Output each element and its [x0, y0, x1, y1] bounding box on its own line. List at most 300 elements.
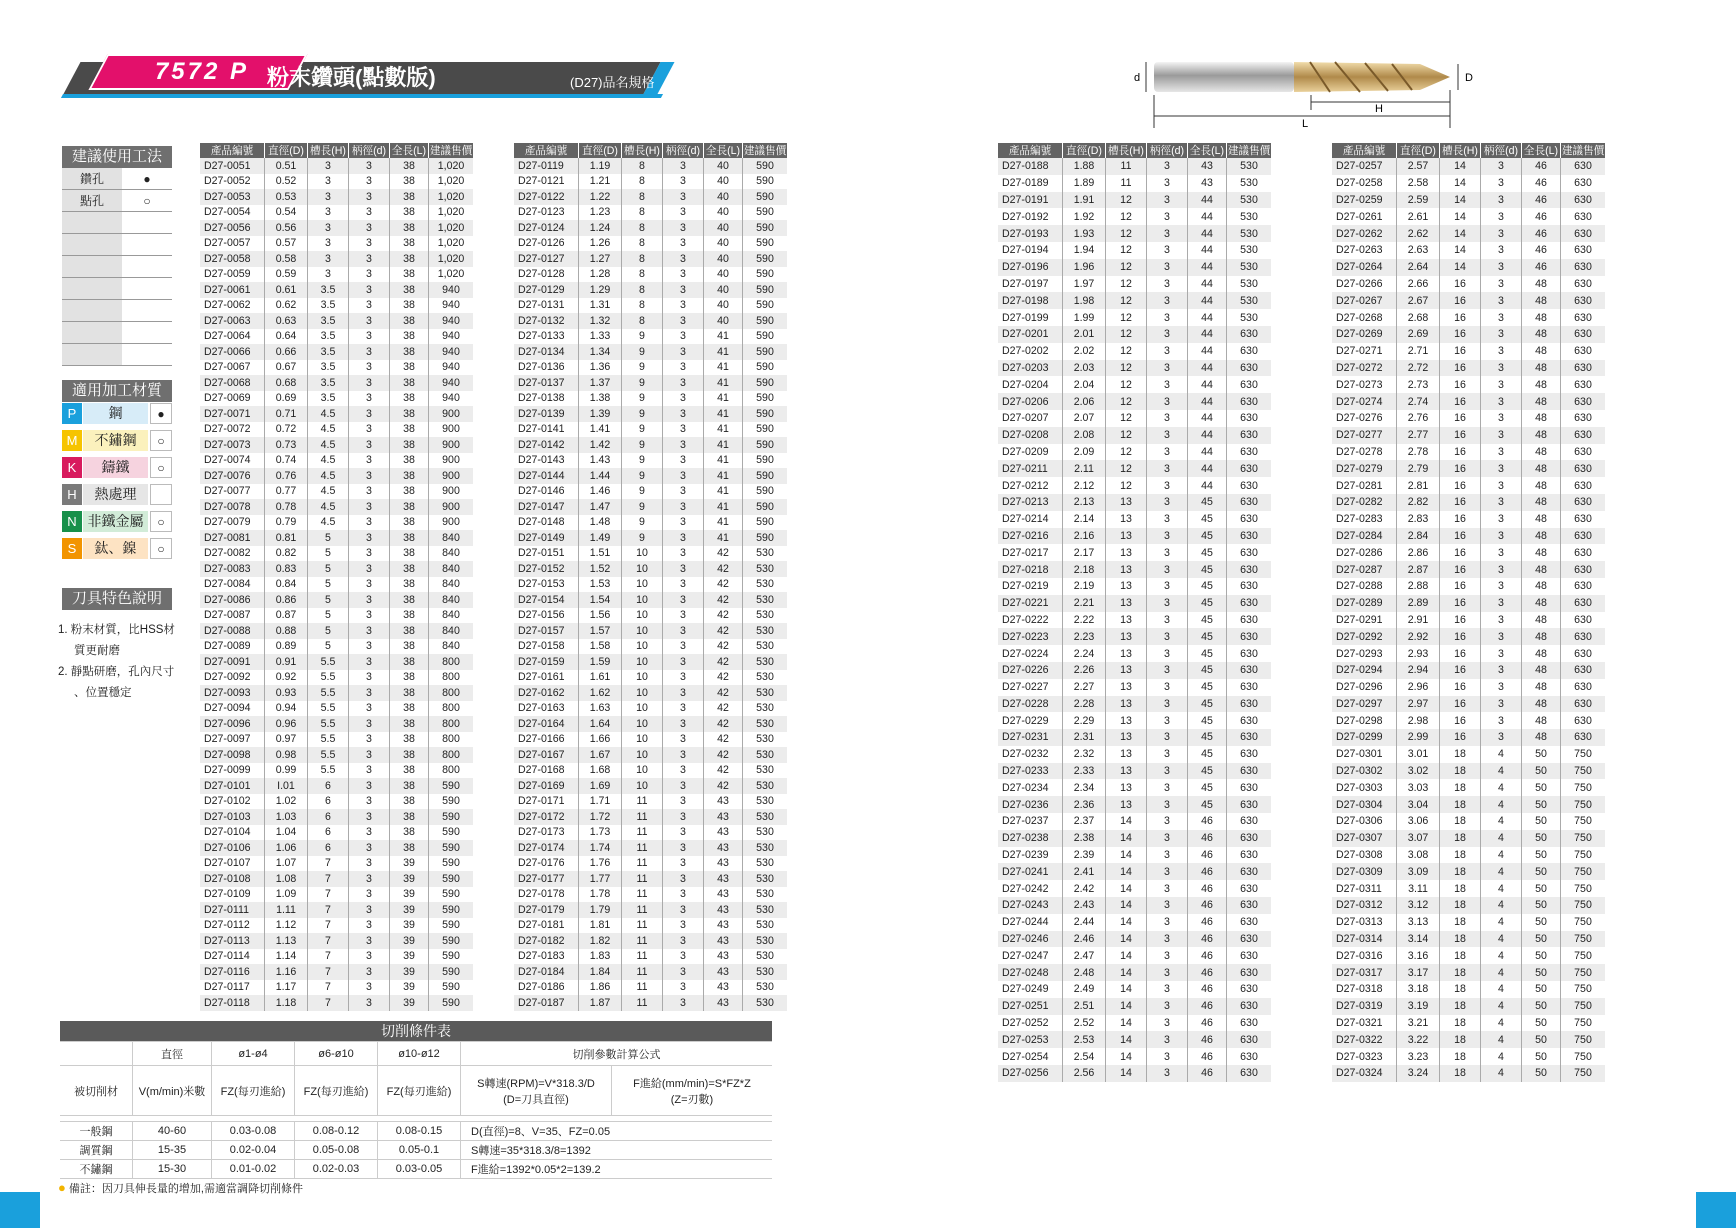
- table-cell: 4: [1481, 779, 1522, 796]
- table-cell: 800: [442, 733, 460, 746]
- table-cell: 530: [756, 702, 774, 715]
- table-cell: 0.73: [265, 437, 308, 453]
- table-cell: 3: [1147, 578, 1188, 595]
- table-cell: 42: [704, 577, 743, 593]
- table-cell: 630: [1561, 259, 1606, 276]
- table-cell: 4: [1481, 964, 1522, 981]
- table-cell: 3: [1481, 628, 1522, 645]
- table-cell: 3: [663, 236, 704, 252]
- table-cell: 38: [390, 701, 429, 717]
- table-cell: 530: [756, 733, 774, 746]
- table-cell: 16: [1440, 460, 1481, 477]
- table-cell: 50: [1522, 813, 1561, 830]
- table-cell: 630: [1240, 345, 1258, 358]
- table-cell: 0.52: [265, 174, 308, 190]
- table-cell: 900: [429, 406, 474, 422]
- cut-cell: 不鏽鋼: [60, 1160, 133, 1179]
- table-cell: 630: [1227, 931, 1272, 948]
- table-cell: 3: [349, 530, 390, 546]
- table-cell: 42: [704, 716, 743, 732]
- table-cell: 3: [349, 391, 390, 407]
- table-cell: 41: [704, 329, 743, 345]
- table-cell: 2.09: [1063, 444, 1106, 461]
- table-cell: 3: [1481, 410, 1522, 427]
- table-cell: 1.41: [579, 422, 622, 438]
- diagram-label-H: H: [1375, 103, 1383, 115]
- table-cell: D27-0164: [514, 716, 579, 732]
- table-cell: D27-0102: [200, 794, 265, 810]
- table-cell: D27-0203: [998, 360, 1063, 377]
- table-cell: 44: [1188, 242, 1227, 259]
- table-cell: 3: [349, 515, 390, 531]
- table-cell: 3: [1147, 528, 1188, 545]
- material-item: [62, 457, 172, 478]
- table-row: [998, 477, 1271, 494]
- table-cell: 2.94: [1397, 662, 1440, 679]
- table-cell: 50: [1522, 880, 1561, 897]
- table-cell: 3: [349, 980, 390, 996]
- table-cell: 8: [622, 267, 663, 283]
- table-cell: 16: [1440, 410, 1481, 427]
- table-cell: 3: [1147, 477, 1188, 494]
- table-cell: 48: [1522, 612, 1561, 629]
- table-cell: 3: [1147, 1031, 1188, 1048]
- table-cell: 530: [756, 609, 774, 622]
- table-cell: 590: [442, 857, 460, 870]
- table-cell: 3: [663, 825, 704, 841]
- table-cell: 3: [308, 174, 349, 190]
- table-cell: 2.49: [1063, 981, 1106, 998]
- material-mark: ○: [150, 538, 172, 559]
- table-row: [1332, 729, 1605, 746]
- table-cell: 2.78: [1397, 444, 1440, 461]
- table-cell: 630: [1561, 192, 1606, 209]
- table-cell: 5: [308, 546, 349, 562]
- table-cell: D27-0158: [514, 639, 579, 655]
- table-cell: 7: [308, 964, 349, 980]
- table-cell: 13: [1106, 561, 1147, 578]
- table-row: [514, 484, 787, 500]
- table-cell: D27-0271: [1332, 343, 1397, 360]
- cut-cell: 0.03-0.05: [378, 1160, 461, 1179]
- table-cell: 2.03: [1063, 360, 1106, 377]
- table-cell: 12: [1106, 259, 1147, 276]
- table-cell: D27-0299: [1332, 729, 1397, 746]
- table-row: [200, 484, 473, 500]
- table-cell: 10: [622, 747, 663, 763]
- table-cell: 43: [704, 825, 743, 841]
- table-cell: 3: [349, 422, 390, 438]
- table-row: [998, 1048, 1271, 1065]
- table-cell: 18: [1440, 1048, 1481, 1065]
- table-cell: 48: [1522, 393, 1561, 410]
- table-cell: 2.21: [1063, 595, 1106, 612]
- table-cell: 630: [1561, 494, 1606, 511]
- table-cell: 0.58: [265, 251, 308, 267]
- table-cell: 41: [704, 515, 743, 531]
- table-row: [998, 981, 1271, 998]
- table-cell: 46: [1188, 998, 1227, 1015]
- column-header: 槽長(H): [308, 143, 349, 158]
- table-cell: D27-0134: [514, 344, 579, 360]
- table-cell: 2.02: [1063, 343, 1106, 360]
- table-cell: 14: [1106, 1065, 1147, 1082]
- table-cell: 530: [743, 809, 788, 825]
- table-cell: D27-0189: [998, 175, 1063, 192]
- table-cell: 38: [390, 298, 429, 314]
- table-cell: D27-0051: [200, 158, 265, 174]
- table-cell: 16: [1440, 292, 1481, 309]
- table-cell: 590: [743, 437, 788, 453]
- table-cell: D27-0143: [514, 453, 579, 469]
- table-cell: 3.21: [1397, 1015, 1440, 1032]
- table-row: [514, 236, 787, 252]
- table-row: [1332, 259, 1605, 276]
- table-cell: 3: [663, 561, 704, 577]
- table-cell: 3: [1147, 158, 1188, 175]
- table-cell: 14: [1440, 242, 1481, 259]
- table-row: [200, 220, 473, 236]
- table-cell: 630: [1574, 546, 1592, 559]
- table-header-row: [200, 143, 473, 158]
- table-row: [998, 326, 1271, 343]
- table-cell: 38: [390, 189, 429, 205]
- table-row: [200, 561, 473, 577]
- table-cell: 750: [1574, 1050, 1592, 1063]
- table-cell: 5: [308, 623, 349, 639]
- table-cell: 42: [704, 561, 743, 577]
- table-cell: D27-0081: [200, 530, 265, 546]
- table-row: [1332, 326, 1605, 343]
- usage-mark: [122, 234, 172, 256]
- table-cell: 11: [622, 825, 663, 841]
- table-cell: D27-0074: [200, 453, 265, 469]
- table-cell: 3.11: [1397, 880, 1440, 897]
- table-cell: 42: [704, 546, 743, 562]
- table-cell: 630: [1240, 714, 1258, 727]
- table-cell: 45: [1188, 528, 1227, 545]
- table-cell: 39: [390, 918, 429, 934]
- table-cell: 12: [1106, 343, 1147, 360]
- table-cell: D27-0212: [998, 477, 1063, 494]
- table-cell: 2.69: [1397, 326, 1440, 343]
- table-cell: D27-0269: [1332, 326, 1397, 343]
- table-cell: 3: [663, 623, 704, 639]
- table-cell: 750: [1574, 916, 1592, 929]
- table-cell: 3: [1147, 460, 1188, 477]
- page-corner-left: [0, 1192, 40, 1228]
- table-cell: 3: [349, 871, 390, 887]
- table-cell: 9: [622, 437, 663, 453]
- table-cell: 530: [743, 840, 788, 856]
- table-cell: 3: [1481, 242, 1522, 259]
- table-cell: 44: [1188, 477, 1227, 494]
- usage-row: [62, 322, 172, 344]
- table-cell: 46: [1188, 880, 1227, 897]
- table-cell: 630: [1240, 513, 1258, 526]
- table-row: [200, 282, 473, 298]
- table-cell: D27-0138: [514, 391, 579, 407]
- table-cell: D27-0093: [200, 685, 265, 701]
- table-cell: 630: [1227, 595, 1272, 612]
- column-header: 產品編號: [514, 143, 579, 158]
- table-row: [1332, 679, 1605, 696]
- table-cell: 630: [1240, 479, 1258, 492]
- table-cell: 1.96: [1063, 259, 1106, 276]
- table-cell: 530: [1227, 259, 1272, 276]
- table-cell: 42: [704, 778, 743, 794]
- table-cell: D27-0124: [514, 220, 579, 236]
- table-cell: 4: [1481, 746, 1522, 763]
- table-cell: 3.03: [1397, 779, 1440, 796]
- table-cell: D27-0277: [1332, 427, 1397, 444]
- table-cell: D27-0321: [1332, 1015, 1397, 1032]
- cut-cell: 0.01-0.02: [212, 1160, 295, 1179]
- table-cell: 8: [622, 158, 663, 174]
- table-cell: 38: [390, 778, 429, 794]
- table-cell: 3: [663, 484, 704, 500]
- table-cell: 3: [663, 701, 704, 717]
- table-row: [998, 897, 1271, 914]
- table-row: [514, 375, 787, 391]
- table-row: [514, 716, 787, 732]
- table-cell: 2.16: [1063, 528, 1106, 545]
- table-cell: 2.73: [1397, 376, 1440, 393]
- table-cell: D27-0147: [514, 499, 579, 515]
- table-cell: D27-0208: [998, 427, 1063, 444]
- table-cell: 590: [743, 189, 788, 205]
- table-cell: 1.67: [579, 747, 622, 763]
- table-cell: 48: [1522, 326, 1561, 343]
- table-cell: 940: [442, 330, 460, 343]
- table-cell: 1.62: [579, 685, 622, 701]
- feature-line: 1. 粉末材質，比HSS材: [58, 624, 175, 636]
- table-cell: 3: [663, 360, 704, 376]
- table-cell: 590: [743, 406, 788, 422]
- table-cell: 5: [308, 639, 349, 655]
- table-cell: 630: [1227, 393, 1272, 410]
- cut-cell: 0.03-0.08: [212, 1122, 295, 1141]
- table-cell: 0.68: [265, 375, 308, 391]
- cut-example: S轉速=35*318.3/8=1392: [461, 1141, 773, 1160]
- table-cell: D27-0088: [200, 623, 265, 639]
- column-header: 建議售價: [1227, 145, 1271, 157]
- table-row: [200, 468, 473, 484]
- table-cell: 41: [704, 344, 743, 360]
- table-cell: 46: [1188, 947, 1227, 964]
- table-cell: 3: [663, 608, 704, 624]
- table-cell: 48: [1522, 729, 1561, 746]
- table-cell: 630: [1561, 729, 1606, 746]
- usage-row: [62, 212, 172, 234]
- table-cell: 3: [349, 639, 390, 655]
- column-header: 建議售價: [1561, 145, 1605, 157]
- table-cell: 0.54: [265, 205, 308, 221]
- cut-h1: ø6-ø10: [295, 1042, 378, 1066]
- table-row: [1332, 612, 1605, 629]
- table-cell: 40: [704, 205, 743, 221]
- table-cell: D27-0064: [200, 329, 265, 345]
- table-cell: 8: [622, 313, 663, 329]
- table-cell: 3: [663, 499, 704, 515]
- table-cell: 12: [1106, 410, 1147, 427]
- table-cell: D27-0126: [514, 236, 579, 252]
- table-cell: 3: [349, 825, 390, 841]
- table-cell: 14: [1106, 847, 1147, 864]
- table-cell: 630: [1574, 479, 1592, 492]
- table-cell: 590: [743, 530, 788, 546]
- table-cell: 48: [1522, 343, 1561, 360]
- table-cell: 3: [1481, 175, 1522, 192]
- table-cell: 12: [1106, 192, 1147, 209]
- cut-cell: 15-30: [133, 1160, 212, 1179]
- table-cell: 48: [1522, 477, 1561, 494]
- table-row: [998, 947, 1271, 964]
- table-cell: 0.94: [265, 701, 308, 717]
- table-cell: 3: [349, 236, 390, 252]
- table-cell: 50: [1522, 796, 1561, 813]
- table-cell: 630: [1240, 378, 1258, 391]
- table-row: [1332, 360, 1605, 377]
- table-cell: D27-0172: [514, 809, 579, 825]
- table-cell: D27-0059: [200, 267, 265, 283]
- table-row: [1332, 225, 1605, 242]
- table-cell: 590: [429, 778, 474, 794]
- table-cell: 50: [1522, 1015, 1561, 1032]
- table-cell: 38: [390, 158, 429, 174]
- table-cell: 3: [1481, 696, 1522, 713]
- table-row: [514, 530, 787, 546]
- table-cell: 41: [704, 453, 743, 469]
- table-cell: D27-0293: [1332, 645, 1397, 662]
- table-cell: 630: [1574, 580, 1592, 593]
- table-cell: 840: [442, 578, 460, 591]
- cut-cell: 0.02-0.03: [295, 1160, 378, 1179]
- table-cell: 0.67: [265, 360, 308, 376]
- table-cell: 1,020: [429, 251, 474, 267]
- table-cell: 3: [349, 375, 390, 391]
- table-cell: 3: [663, 251, 704, 267]
- table-cell: 3: [1481, 645, 1522, 662]
- table-cell: 5.5: [308, 654, 349, 670]
- table-cell: D27-0057: [200, 236, 265, 252]
- table-cell: 940: [429, 344, 474, 360]
- table-cell: D27-0306: [1332, 813, 1397, 830]
- table-row: [998, 460, 1271, 477]
- table-cell: 3: [308, 158, 349, 174]
- table-cell: 1.63: [579, 701, 622, 717]
- table-cell: 0.57: [265, 236, 308, 252]
- table-row: [1332, 897, 1605, 914]
- table-row: [514, 546, 787, 562]
- table-cell: 6: [308, 840, 349, 856]
- table-row: [200, 174, 473, 190]
- table-cell: 10: [622, 701, 663, 717]
- table-row: [998, 645, 1271, 662]
- table-cell: 41: [704, 530, 743, 546]
- table-row: [514, 298, 787, 314]
- usage-row: [62, 234, 172, 256]
- table-row: [200, 809, 473, 825]
- table-cell: 2.82: [1397, 494, 1440, 511]
- material-name: 非鐵金屬: [83, 511, 148, 532]
- table-cell: 3: [1147, 931, 1188, 948]
- table-cell: 14: [1106, 897, 1147, 914]
- table-cell: 2.42: [1063, 880, 1106, 897]
- table-cell: 41: [704, 468, 743, 484]
- table-cell: 9: [622, 484, 663, 500]
- table-cell: 1.46: [579, 484, 622, 500]
- features-title: 刀具特色說明: [62, 588, 172, 610]
- table-cell: 46: [1522, 175, 1561, 192]
- table-row: [200, 453, 473, 469]
- table-cell: 43: [704, 809, 743, 825]
- table-cell: 3: [1147, 175, 1188, 192]
- table-cell: 13: [1106, 696, 1147, 713]
- table-cell: 41: [704, 375, 743, 391]
- table-row: [998, 964, 1271, 981]
- table-cell: 8: [622, 251, 663, 267]
- table-cell: 3.04: [1397, 796, 1440, 813]
- table-cell: 1.06: [265, 840, 308, 856]
- table-cell: 3: [663, 685, 704, 701]
- table-cell: 44: [1188, 343, 1227, 360]
- table-cell: 44: [1188, 292, 1227, 309]
- table-row: [1332, 595, 1605, 612]
- table-cell: 2.47: [1063, 947, 1106, 964]
- table-cell: 46: [1522, 192, 1561, 209]
- diagram-label-d: d: [1134, 72, 1141, 84]
- table-row: [1332, 914, 1605, 931]
- table-cell: 3: [1481, 444, 1522, 461]
- table-row: [1332, 460, 1605, 477]
- table-cell: 630: [1240, 445, 1258, 458]
- table-cell: 1.16: [265, 964, 308, 980]
- table-cell: 38: [390, 267, 429, 283]
- table-cell: 3: [1147, 880, 1188, 897]
- table-cell: 530: [756, 547, 774, 560]
- table-cell: 3.12: [1397, 897, 1440, 914]
- table-cell: 3.5: [308, 344, 349, 360]
- table-cell: 750: [1561, 1031, 1606, 1048]
- cut-h2: FZ(每刃進給): [212, 1066, 295, 1116]
- table-cell: 6: [308, 778, 349, 794]
- table-cell: 2.51: [1063, 998, 1106, 1015]
- table-cell: 48: [1522, 309, 1561, 326]
- table-cell: 3: [663, 871, 704, 887]
- table-cell: D27-0183: [514, 949, 579, 965]
- table-cell: 44: [1188, 208, 1227, 225]
- usage-mark: ●: [122, 168, 172, 190]
- table-cell: 16: [1440, 679, 1481, 696]
- table-cell: 7: [308, 980, 349, 996]
- table-cell: 11: [622, 918, 663, 934]
- table-cell: 2.32: [1063, 746, 1106, 763]
- table-row: [998, 544, 1271, 561]
- table-cell: D27-0199: [998, 309, 1063, 326]
- table-cell: 1.12: [265, 918, 308, 934]
- usage-mark: [122, 278, 172, 300]
- table-cell: 0.86: [265, 592, 308, 608]
- table-cell: D27-0289: [1332, 595, 1397, 612]
- table-cell: 50: [1522, 847, 1561, 864]
- table-cell: 0.61: [265, 282, 308, 298]
- table-cell: 530: [756, 795, 774, 808]
- table-cell: 3.24: [1397, 1065, 1440, 1082]
- table-cell: 1.99: [1063, 309, 1106, 326]
- table-cell: 10: [622, 639, 663, 655]
- table-cell: 4: [1481, 1048, 1522, 1065]
